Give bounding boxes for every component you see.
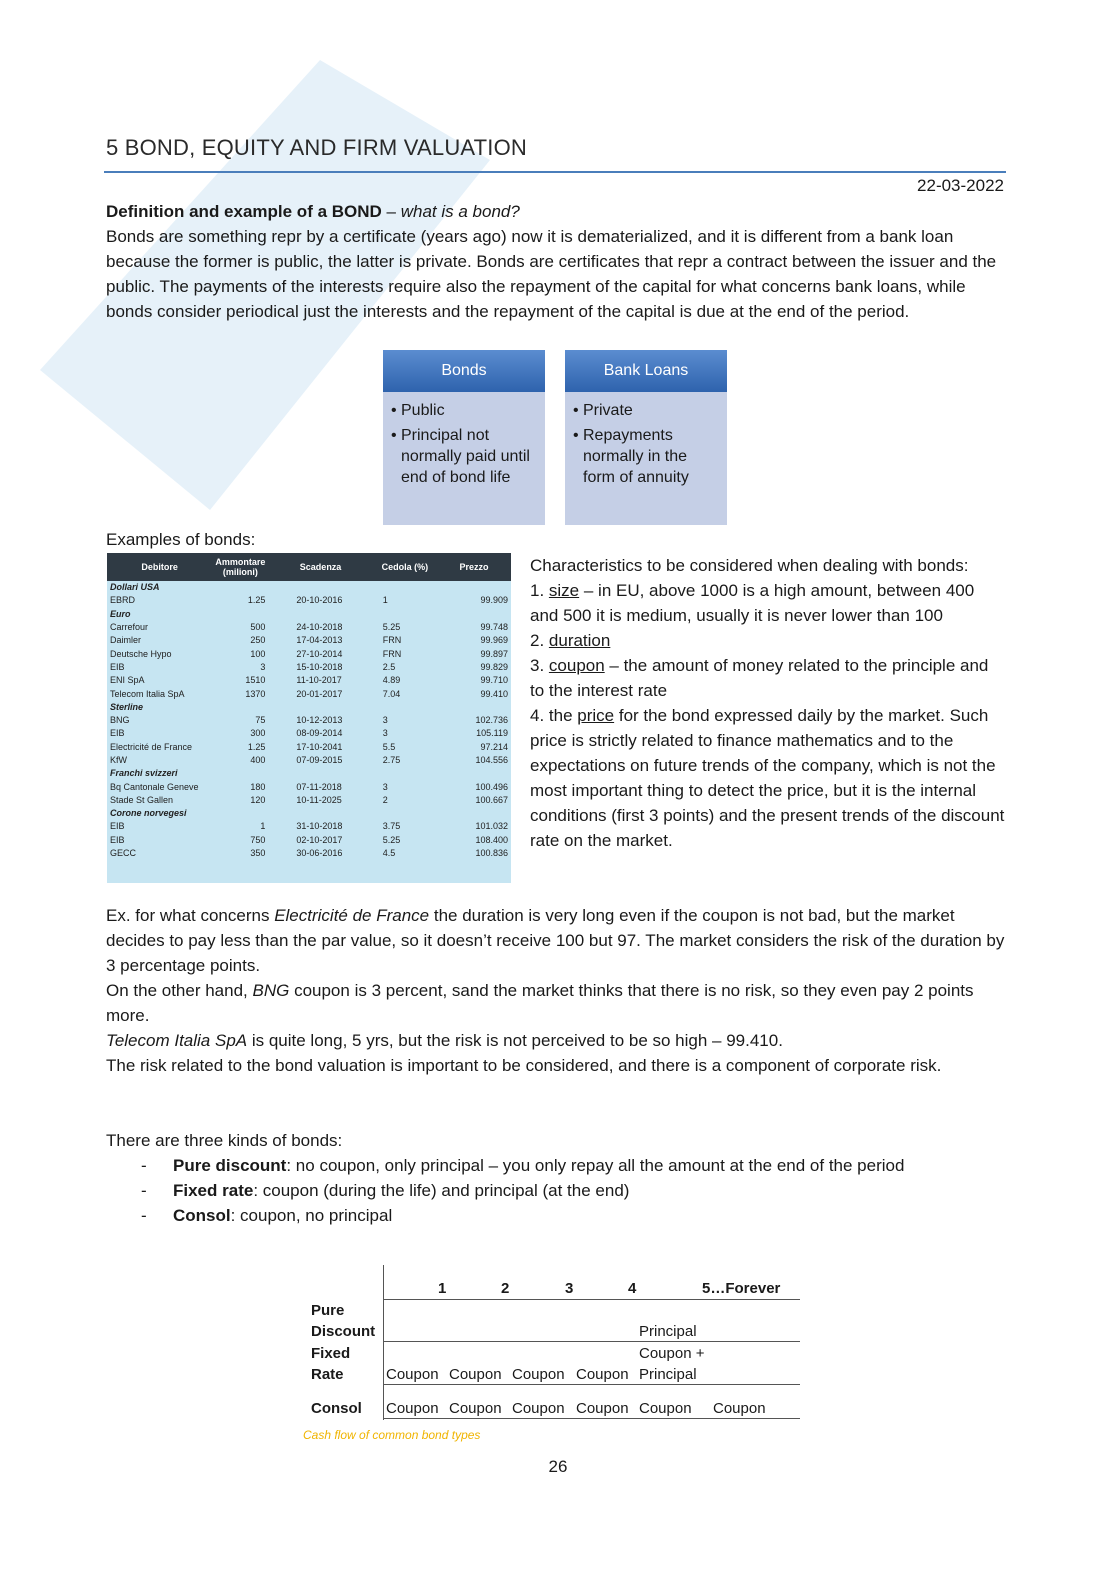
table-cell: 07-11-2018 bbox=[296, 781, 342, 792]
table-row bbox=[107, 847, 511, 860]
char-text: – the amount of money related to the principle and to the interest rate bbox=[530, 656, 989, 700]
risk-paragraph: The risk related to the bond valuation is important to be considered, and there is a component of corporate risk. bbox=[106, 1056, 942, 1075]
table-cell: 750 bbox=[250, 834, 266, 845]
table-cell: 500 bbox=[250, 622, 266, 633]
table-cell: 20-01-2017 bbox=[296, 688, 343, 699]
table-cell: Electricité de France bbox=[110, 741, 193, 752]
text: Ex. for what concerns bbox=[106, 906, 275, 925]
table-cell: GECC bbox=[110, 848, 137, 859]
table-section-row bbox=[107, 701, 511, 714]
bonds-box-item: • Principal not normally paid until end of bond life bbox=[401, 425, 537, 488]
table-cell: 3 bbox=[382, 781, 388, 792]
kind-term: Consol bbox=[173, 1206, 231, 1225]
table-cell: 5.5 bbox=[382, 741, 396, 752]
bng-paragraph bbox=[106, 978, 1008, 1028]
table-cell: 350 bbox=[250, 848, 266, 859]
cashflow-cell: Principal bbox=[639, 1366, 697, 1383]
row-label: Rate bbox=[311, 1366, 344, 1383]
table-cell: Carrefour bbox=[110, 622, 149, 633]
kind-term: Pure discount bbox=[173, 1156, 287, 1175]
telecom-paragraph bbox=[106, 1028, 1008, 1053]
table-row bbox=[107, 594, 511, 607]
table-cell: 97.214 bbox=[480, 741, 508, 752]
definition-bold: Definition and example of a BOND bbox=[106, 202, 382, 221]
table-row bbox=[107, 661, 511, 674]
kind-text: : coupon, no principal bbox=[230, 1206, 393, 1225]
intro-paragraph: Bonds are something repr by a certificate (years ago) now it is dematerialized, and it is different from a bank loan because the former is public, the latter is private. Bonds are certificates that repr a contract between the issuer and the public. The payments of the interests require also the repayment of the capital for what concerns bank loans, while bonds consider periodical just the interests and the repayment of the capital is due at the end of the period. bbox=[106, 227, 997, 321]
table-header-coupon: Cedola (%) bbox=[373, 553, 437, 581]
period-header: 1 bbox=[438, 1280, 447, 1297]
examples-discussion bbox=[106, 903, 1008, 1078]
bond-kinds bbox=[106, 1128, 1008, 1228]
title-underline bbox=[104, 171, 1006, 173]
table-cell: 100.496 bbox=[475, 781, 508, 792]
table-header-debtor: Debitore bbox=[107, 553, 212, 581]
table-row bbox=[107, 754, 511, 767]
table-row bbox=[107, 621, 511, 634]
table-cell: 15-10-2018 bbox=[296, 661, 343, 672]
table-cell: 10-11-2025 bbox=[296, 794, 342, 805]
table-row bbox=[107, 794, 511, 807]
table-cell: 99.748 bbox=[480, 622, 508, 633]
text: On the other hand, bbox=[106, 981, 253, 1000]
table-header-price: Prezzo bbox=[437, 553, 511, 581]
table-row bbox=[107, 727, 511, 740]
table-cell: 7.04 bbox=[382, 688, 401, 699]
bond-kinds-intro: There are three kinds of bonds: bbox=[106, 1131, 343, 1150]
char-term: price bbox=[577, 706, 615, 725]
table-section-label: Euro bbox=[110, 608, 131, 619]
table-cell: 10-12-2013 bbox=[296, 715, 343, 726]
table-section-row bbox=[107, 581, 511, 594]
table-cell: 4.89 bbox=[382, 675, 401, 686]
text-italic: Electricité de France bbox=[274, 906, 430, 925]
page-number: 26 bbox=[548, 1457, 568, 1476]
list-item bbox=[106, 1203, 1008, 1228]
table-cell: 180 bbox=[250, 781, 266, 792]
characteristics-intro: Characteristics to be considered when dealing with bonds: bbox=[530, 556, 969, 575]
cashflow-rule bbox=[383, 1341, 800, 1342]
table-cell: 1 bbox=[382, 595, 388, 606]
table-cell: 99.410 bbox=[480, 688, 508, 699]
cashflow-cell: Coupon bbox=[576, 1366, 629, 1383]
char-text: for the bond expressed daily by the market. Such price is strictly related to finance mathematics and to the expectations on future trends of the company, which is not the most important thing to detect the price, but it is the internal conditions (first 3 points) and the present trends of the discount rate on the market. bbox=[530, 706, 1005, 850]
bonds-box-item: • Public bbox=[401, 400, 537, 421]
definition-dash: – bbox=[381, 202, 401, 221]
table-cell: 1370 bbox=[245, 688, 266, 699]
table-row bbox=[107, 634, 511, 647]
list-item bbox=[106, 1153, 1008, 1178]
cashflow-cell: Coupon + bbox=[639, 1345, 705, 1362]
section-title: 5 BOND, EQUITY AND FIRM VALUATION bbox=[106, 135, 528, 160]
table-cell: Bq Cantonale Geneve bbox=[110, 781, 199, 792]
table-row bbox=[107, 687, 511, 700]
row-label: Pure bbox=[311, 1302, 345, 1319]
period-header: 2 bbox=[501, 1280, 510, 1297]
cashflow-vertical-rule bbox=[383, 1265, 384, 1420]
table-row bbox=[107, 834, 511, 847]
list-item bbox=[106, 1178, 1008, 1203]
date: 22-03-2022 bbox=[917, 176, 1004, 195]
table-cell: 1.25 bbox=[247, 595, 266, 606]
table-cell: 250 bbox=[250, 635, 266, 646]
table-cell: KfW bbox=[110, 755, 127, 765]
char-term: size bbox=[548, 581, 580, 600]
table-cell: FRN bbox=[382, 648, 402, 659]
table-cell: 3 bbox=[382, 715, 388, 726]
table-row bbox=[107, 741, 511, 754]
period-header: 4 bbox=[628, 1280, 637, 1297]
table-cell: 3 bbox=[260, 661, 266, 672]
table-cell: Deutsche Hypo bbox=[110, 648, 172, 659]
table-cell: 11-10-2017 bbox=[296, 675, 342, 686]
table-cell: 100.836 bbox=[475, 848, 508, 859]
table-cell: 17-10-2041 bbox=[296, 741, 343, 752]
row-label: Fixed bbox=[311, 1345, 351, 1362]
table-row bbox=[107, 674, 511, 687]
bank-loans-box-item: • Repayments normally in the form of annuity bbox=[583, 425, 719, 488]
table-cell: Telecom Italia SpA bbox=[110, 688, 185, 699]
cashflow-rule bbox=[383, 1299, 800, 1300]
cashflow-cell: Coupon bbox=[386, 1366, 439, 1383]
table-cell: 104.556 bbox=[475, 755, 508, 765]
table-row bbox=[107, 647, 511, 660]
table-section-row bbox=[107, 608, 511, 621]
bonds-box-header: Bonds bbox=[383, 350, 545, 392]
period-header: 3 bbox=[565, 1280, 574, 1297]
table-cell: 99.829 bbox=[480, 661, 508, 672]
table-cell: 5.25 bbox=[382, 834, 401, 845]
table-cell: 2.5 bbox=[382, 661, 396, 672]
char-term: duration bbox=[548, 631, 611, 650]
cashflow-cell: Coupon bbox=[639, 1400, 692, 1417]
characteristic-duration bbox=[530, 628, 1005, 653]
table-row bbox=[107, 820, 511, 833]
table-cell: 100.667 bbox=[475, 794, 508, 805]
table-cell: 31-10-2018 bbox=[296, 821, 343, 832]
bond-table-body bbox=[107, 581, 511, 860]
table-cell: 100 bbox=[250, 648, 266, 659]
table-cell: BNG bbox=[110, 715, 130, 726]
table-cell: 17-04-2013 bbox=[296, 635, 343, 646]
table-cell: 102.736 bbox=[475, 715, 508, 726]
table-section-row bbox=[107, 767, 511, 780]
table-cell: EIB bbox=[110, 728, 125, 739]
characteristic-price bbox=[530, 703, 1005, 853]
bank-loans-box-item: • Private bbox=[583, 400, 719, 421]
table-cell: 101.032 bbox=[475, 821, 508, 832]
definition-italic: what is a bond? bbox=[400, 202, 520, 221]
row-label: Consol bbox=[311, 1400, 362, 1417]
char-prefix: 4. the bbox=[530, 706, 578, 725]
table-row bbox=[107, 780, 511, 793]
table-cell: 08-09-2014 bbox=[296, 728, 343, 739]
table-cell: ENI SpA bbox=[110, 675, 145, 686]
table-cell: 24-10-2018 bbox=[296, 622, 343, 633]
table-cell: 99.897 bbox=[480, 648, 508, 659]
table-cell: 3.75 bbox=[382, 821, 401, 832]
table-header-amount: Ammontare (milioni) bbox=[212, 553, 268, 581]
figure-caption: Cash flow of common bond types bbox=[303, 1428, 481, 1442]
table-cell: 02-10-2017 bbox=[296, 834, 343, 845]
table-cell: 3 bbox=[382, 728, 388, 739]
kind-text: : coupon (during the life) and principal (at the end) bbox=[253, 1181, 630, 1200]
cashflow-table bbox=[310, 1265, 800, 1423]
table-cell: EIB bbox=[110, 834, 125, 845]
table-cell: 1.25 bbox=[247, 741, 266, 752]
text-italic: Telecom Italia SpA bbox=[106, 1031, 248, 1050]
char-text: – in EU, above 1000 is a high amount, between 400 and 500 it is medium, usually it is never lower than 100 bbox=[530, 581, 975, 625]
char-prefix: 2. bbox=[530, 631, 549, 650]
cashflow-cell: Coupon bbox=[576, 1400, 629, 1417]
cashflow-cell: Coupon bbox=[512, 1400, 565, 1417]
table-cell: 120 bbox=[250, 794, 266, 805]
text: coupon is 3 percent, sand the market thinks that there is no risk, so they even pay 2 points more. bbox=[106, 981, 974, 1025]
table-cell: 300 bbox=[250, 728, 266, 739]
definition-heading bbox=[106, 199, 520, 224]
cashflow-cell: Coupon bbox=[713, 1400, 766, 1417]
table-cell: 99.909 bbox=[480, 595, 508, 606]
bank-loans-box bbox=[565, 350, 727, 525]
table-cell: 1510 bbox=[245, 675, 266, 686]
table-section-label: Franchi svizzeri bbox=[110, 768, 178, 779]
table-section-label: Sterline bbox=[110, 701, 144, 712]
table-cell: 2 bbox=[382, 794, 388, 805]
table-cell: 27-10-2014 bbox=[296, 648, 343, 659]
bank-loans-box-header: Bank Loans bbox=[565, 350, 727, 392]
cashflow-cell: Coupon bbox=[512, 1366, 565, 1383]
characteristics-text bbox=[530, 553, 1005, 853]
kind-text: : no coupon, only principal – you only repay all the amount at the end of the period bbox=[286, 1156, 905, 1175]
table-cell: 99.710 bbox=[480, 675, 508, 686]
table-cell: EIB bbox=[110, 821, 125, 832]
char-term: coupon bbox=[548, 656, 605, 675]
table-cell: EIB bbox=[110, 661, 125, 672]
cashflow-cell: Principal bbox=[639, 1323, 697, 1340]
table-cell: 105.119 bbox=[476, 728, 508, 739]
text: the duration is very long even if the coupon is not bad, but the market decides to pay less than the par value, so it doesn’t receive 100 but 97. The market considers the risk of the duration by 3 percentage points. bbox=[106, 906, 1005, 975]
table-cell: 30-06-2016 bbox=[296, 848, 343, 859]
bond-kinds-list bbox=[106, 1153, 1008, 1228]
cashflow-cell: Coupon bbox=[449, 1366, 502, 1383]
char-prefix: 3. bbox=[530, 656, 549, 675]
characteristic-coupon bbox=[530, 653, 1005, 703]
table-cell: 2.75 bbox=[382, 755, 401, 765]
table-section-row bbox=[107, 807, 511, 820]
table-cell: FRN bbox=[382, 635, 402, 646]
edf-paragraph bbox=[106, 903, 1008, 978]
examples-label: Examples of bonds: bbox=[106, 530, 256, 549]
bonds-box bbox=[383, 350, 545, 525]
table-row bbox=[107, 714, 511, 727]
table-cell: 07-09-2015 bbox=[296, 755, 343, 765]
bond-table bbox=[107, 553, 511, 883]
table-cell: 75 bbox=[255, 715, 266, 726]
table-cell: 108.400 bbox=[475, 834, 508, 845]
table-cell: 4.5 bbox=[382, 848, 396, 859]
row-label: Discount bbox=[311, 1323, 376, 1340]
table-cell: Daimler bbox=[110, 635, 142, 646]
table-cell: EBRD bbox=[110, 595, 136, 606]
kind-term: Fixed rate bbox=[173, 1181, 254, 1200]
table-cell: 400 bbox=[250, 755, 266, 765]
characteristic-size bbox=[530, 578, 1005, 628]
cashflow-cell: Coupon bbox=[386, 1400, 439, 1417]
table-section-label: Corone norvegesi bbox=[110, 808, 187, 819]
cashflow-cell: Coupon bbox=[449, 1400, 502, 1417]
table-header-maturity: Scadenza bbox=[268, 553, 372, 581]
table-cell: 5.25 bbox=[382, 622, 401, 633]
char-prefix: 1. bbox=[530, 581, 549, 600]
table-cell: Stade St Gallen bbox=[110, 794, 174, 805]
text-italic: BNG bbox=[252, 981, 290, 1000]
text: is quite long, 5 yrs, but the risk is not perceived to be so high – 99.410. bbox=[247, 1031, 783, 1050]
table-cell: 1 bbox=[260, 821, 266, 832]
table-cell: 20-10-2016 bbox=[296, 595, 343, 606]
table-section-label: Dollari USA bbox=[110, 582, 160, 593]
table-cell: 99.969 bbox=[480, 635, 508, 646]
period-header: 5…Forever bbox=[702, 1280, 781, 1297]
